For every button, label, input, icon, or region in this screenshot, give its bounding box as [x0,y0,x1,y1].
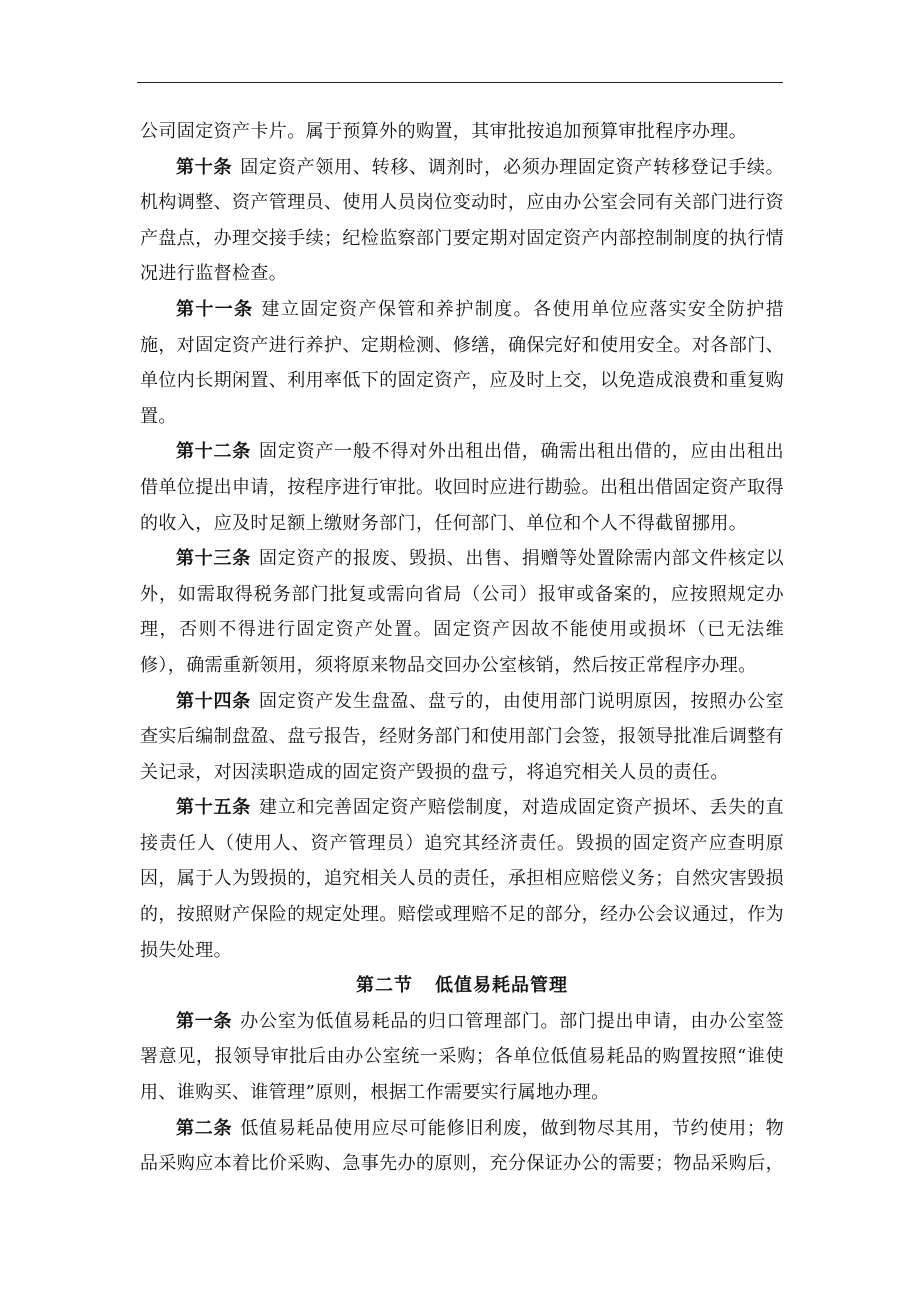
article-text: 固定资产一般不得对外出租出借，确需出租出借的，应由出租出借单位提出申请，按程序进行审批。收回时应进行勘验。出租出借固定资产取得的收入，应及时足额上缴财务部门，任何部门、单位和个人不得截留挪用。 [140,441,784,534]
article-number: 第十一条 [176,298,254,320]
article-11 [140,292,784,434]
section-heading [140,968,784,1004]
article-text: 固定资产的报废、毁损、出售、捐赠等处置除需内部文件核定以外，如需取得税务部门批复或需向省局（公司）报审或备案的，应按照规定办理，否则不得进行固定资产处置。固定资产因故不能使用或损坏（已无法维修），确需重新领用，须将原来物品交回办公室核销，然后按正常程序办理。 [140,548,784,676]
article-15 [140,790,784,968]
article-text: 建立和完善固定资产赔偿制度，对造成固定资产损坏、丢失的直接责任人（使用人、资产管理员）追究其经济责任。毁损的固定资产应查明原因，属于人为毁损的，追究相关人员的责任，承担相应赔偿义务；自然灾害毁损的，按照财产保险的规定处理。赔偿或理赔不足的部分，经办公会议通过，作为损失处理。 [140,797,784,961]
document-body [140,114,784,1182]
article-number: 第二条 [176,1117,233,1139]
paragraph-text: 公司固定资产卡片。属于预算外的购置，其审批按追加预算审批程序办理。 [140,121,748,142]
article-number: 第十五条 [176,797,252,819]
header-rule [137,82,783,83]
article-text: 办公室为低值易耗品的归口管理部门。部门提出申请，由办公室签署意见，报领导审批后由办公室统一采购；各单位低值易耗品的购置按照“谁使用、谁购买、谁管理”原则，根据工作需要实行属地办理。 [140,1010,784,1104]
section-title: 低值易耗品管理 [435,975,568,997]
article-number: 第一条 [176,1010,233,1032]
section2-article-1 [140,1004,784,1111]
article-text: 固定资产发生盘盈、盘亏的，由使用部门说明原因，按照办公室查实后编制盘盈、盘亏报告，经财务部门和使用部门会签，报领导批准后调整有关记录，对因渎职造成的固定资产毁损的盘亏，将追究相关人员的责任。 [140,690,784,783]
article-number: 第十条 [176,156,233,178]
article-text: 建立固定资产保管和养护制度。各使用单位应落实安全防护措施，对固定资产进行养护、定期检测、修缮，确保完好和使用安全。对各部门、单位内长期闲置、利用率低下的固定资产，应及时上交，以免造成浪费和重复购置。 [140,298,784,427]
article-10 [140,150,784,292]
article-text: 低值易耗品使用应尽可能修旧利废，做到物尽其用，节约使用；物品采购应本着比价采购、急事先办的原则，充分保证办公的需要；物品采购后， [140,1117,784,1175]
article-text: 固定资产领用、转移、调剂时，必须办理固定资产转移登记手续。机构调整、资产管理员、使用人员岗位变动时，应由办公室会同有关部门进行资产盘点，办理交接手续；纪检监察部门要定期对固定资产内部控制制度的执行情况进行监督检查。 [140,156,784,285]
section2-article-2 [140,1111,784,1182]
article-13 [140,541,784,683]
article-number: 第十四条 [176,690,252,712]
section-number: 第二节 [356,975,413,997]
paragraph-continuation [140,114,784,150]
article-12 [140,434,784,541]
article-14 [140,684,784,791]
article-number: 第十二条 [176,441,252,463]
article-number: 第十三条 [176,548,252,570]
